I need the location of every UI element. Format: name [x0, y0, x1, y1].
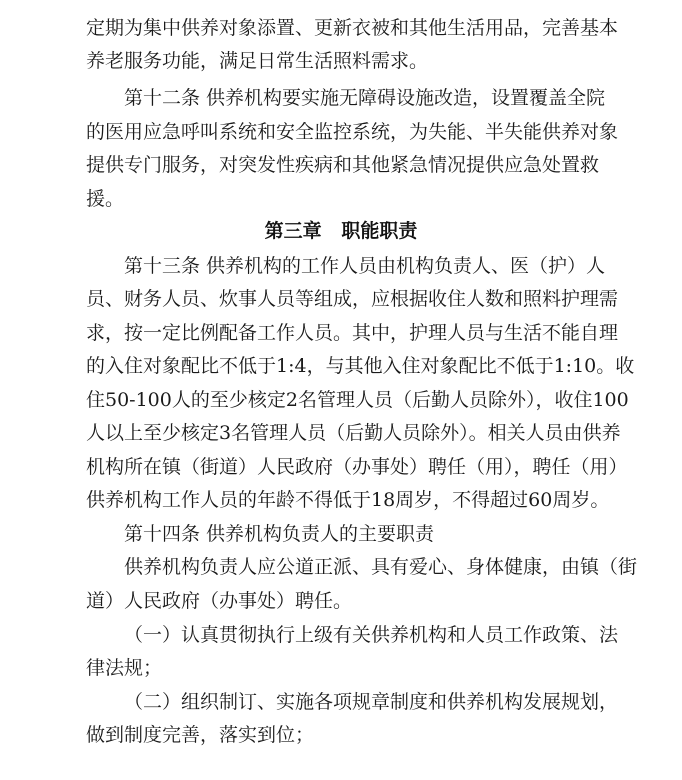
list-item-2: （二）组织制订、实施各项规章制度和供养机构发展规划， [124, 691, 619, 713]
text-line: 道）人民政府（办事处）聘任。 [86, 590, 353, 612]
text-line: 养老服务功能，满足日常生活照料需求。 [86, 50, 429, 72]
text-line: 住50-100人的至少核定2名管理人员（后勤人员除外），收住100 [86, 389, 629, 411]
list-item-1: （一）认真贯彻执行上级有关供养机构和人员工作政策、法 [124, 624, 619, 646]
text-line: 提供专门服务，对突发性疾病和其他紧急情况提供应急处置救 [86, 154, 600, 176]
text-line: 供养机构负责人应公道正派、具有爱心、身体健康，由镇（街 [124, 556, 638, 578]
text-line: 援。 [86, 188, 125, 210]
text-line: 定期为集中供养对象添置、更新衣被和其他生活用品，完善基本 [86, 17, 619, 39]
article-12-text: 第十二条 供养机构要实施无障碍设施改造，设置覆盖全院 [124, 87, 606, 109]
text-line: 员、财务人员、炊事人员等组成，应根据收住人数和照料护理需 [86, 288, 619, 310]
text-line: 供养机构工作人员的年龄不得低于18周岁，不得超过60周岁。 [86, 489, 610, 511]
text-line: 的医用应急呼叫系统和安全监控系统，为失能、半失能供养对象 [86, 121, 619, 143]
text-line: 求，按一定比例配备工作人员。其中，护理人员与生活不能自理 [86, 322, 619, 344]
text-line: 的入住对象配比不低于1:4，与其他入住对象配比不低于1:10。收 [86, 355, 635, 377]
chapter-heading: 第三章 职能职责 [264, 220, 418, 242]
article-13-text: 第十三条 供养机构的工作人员由机构负责人、医（护）人 [124, 255, 606, 277]
text-line: 律法规； [86, 657, 163, 679]
text-line: 人以上至少核定3名管理人员（后勤人员除外）。相关人员由供养 [86, 422, 621, 444]
article-14-title: 第十四条 供养机构负责人的主要职责 [124, 523, 435, 545]
text-line: 做到制度完善，落实到位； [86, 724, 315, 746]
text-line: 机构所在镇（街道）人民政府（办事处）聘任（用），聘任（用） [86, 456, 628, 478]
